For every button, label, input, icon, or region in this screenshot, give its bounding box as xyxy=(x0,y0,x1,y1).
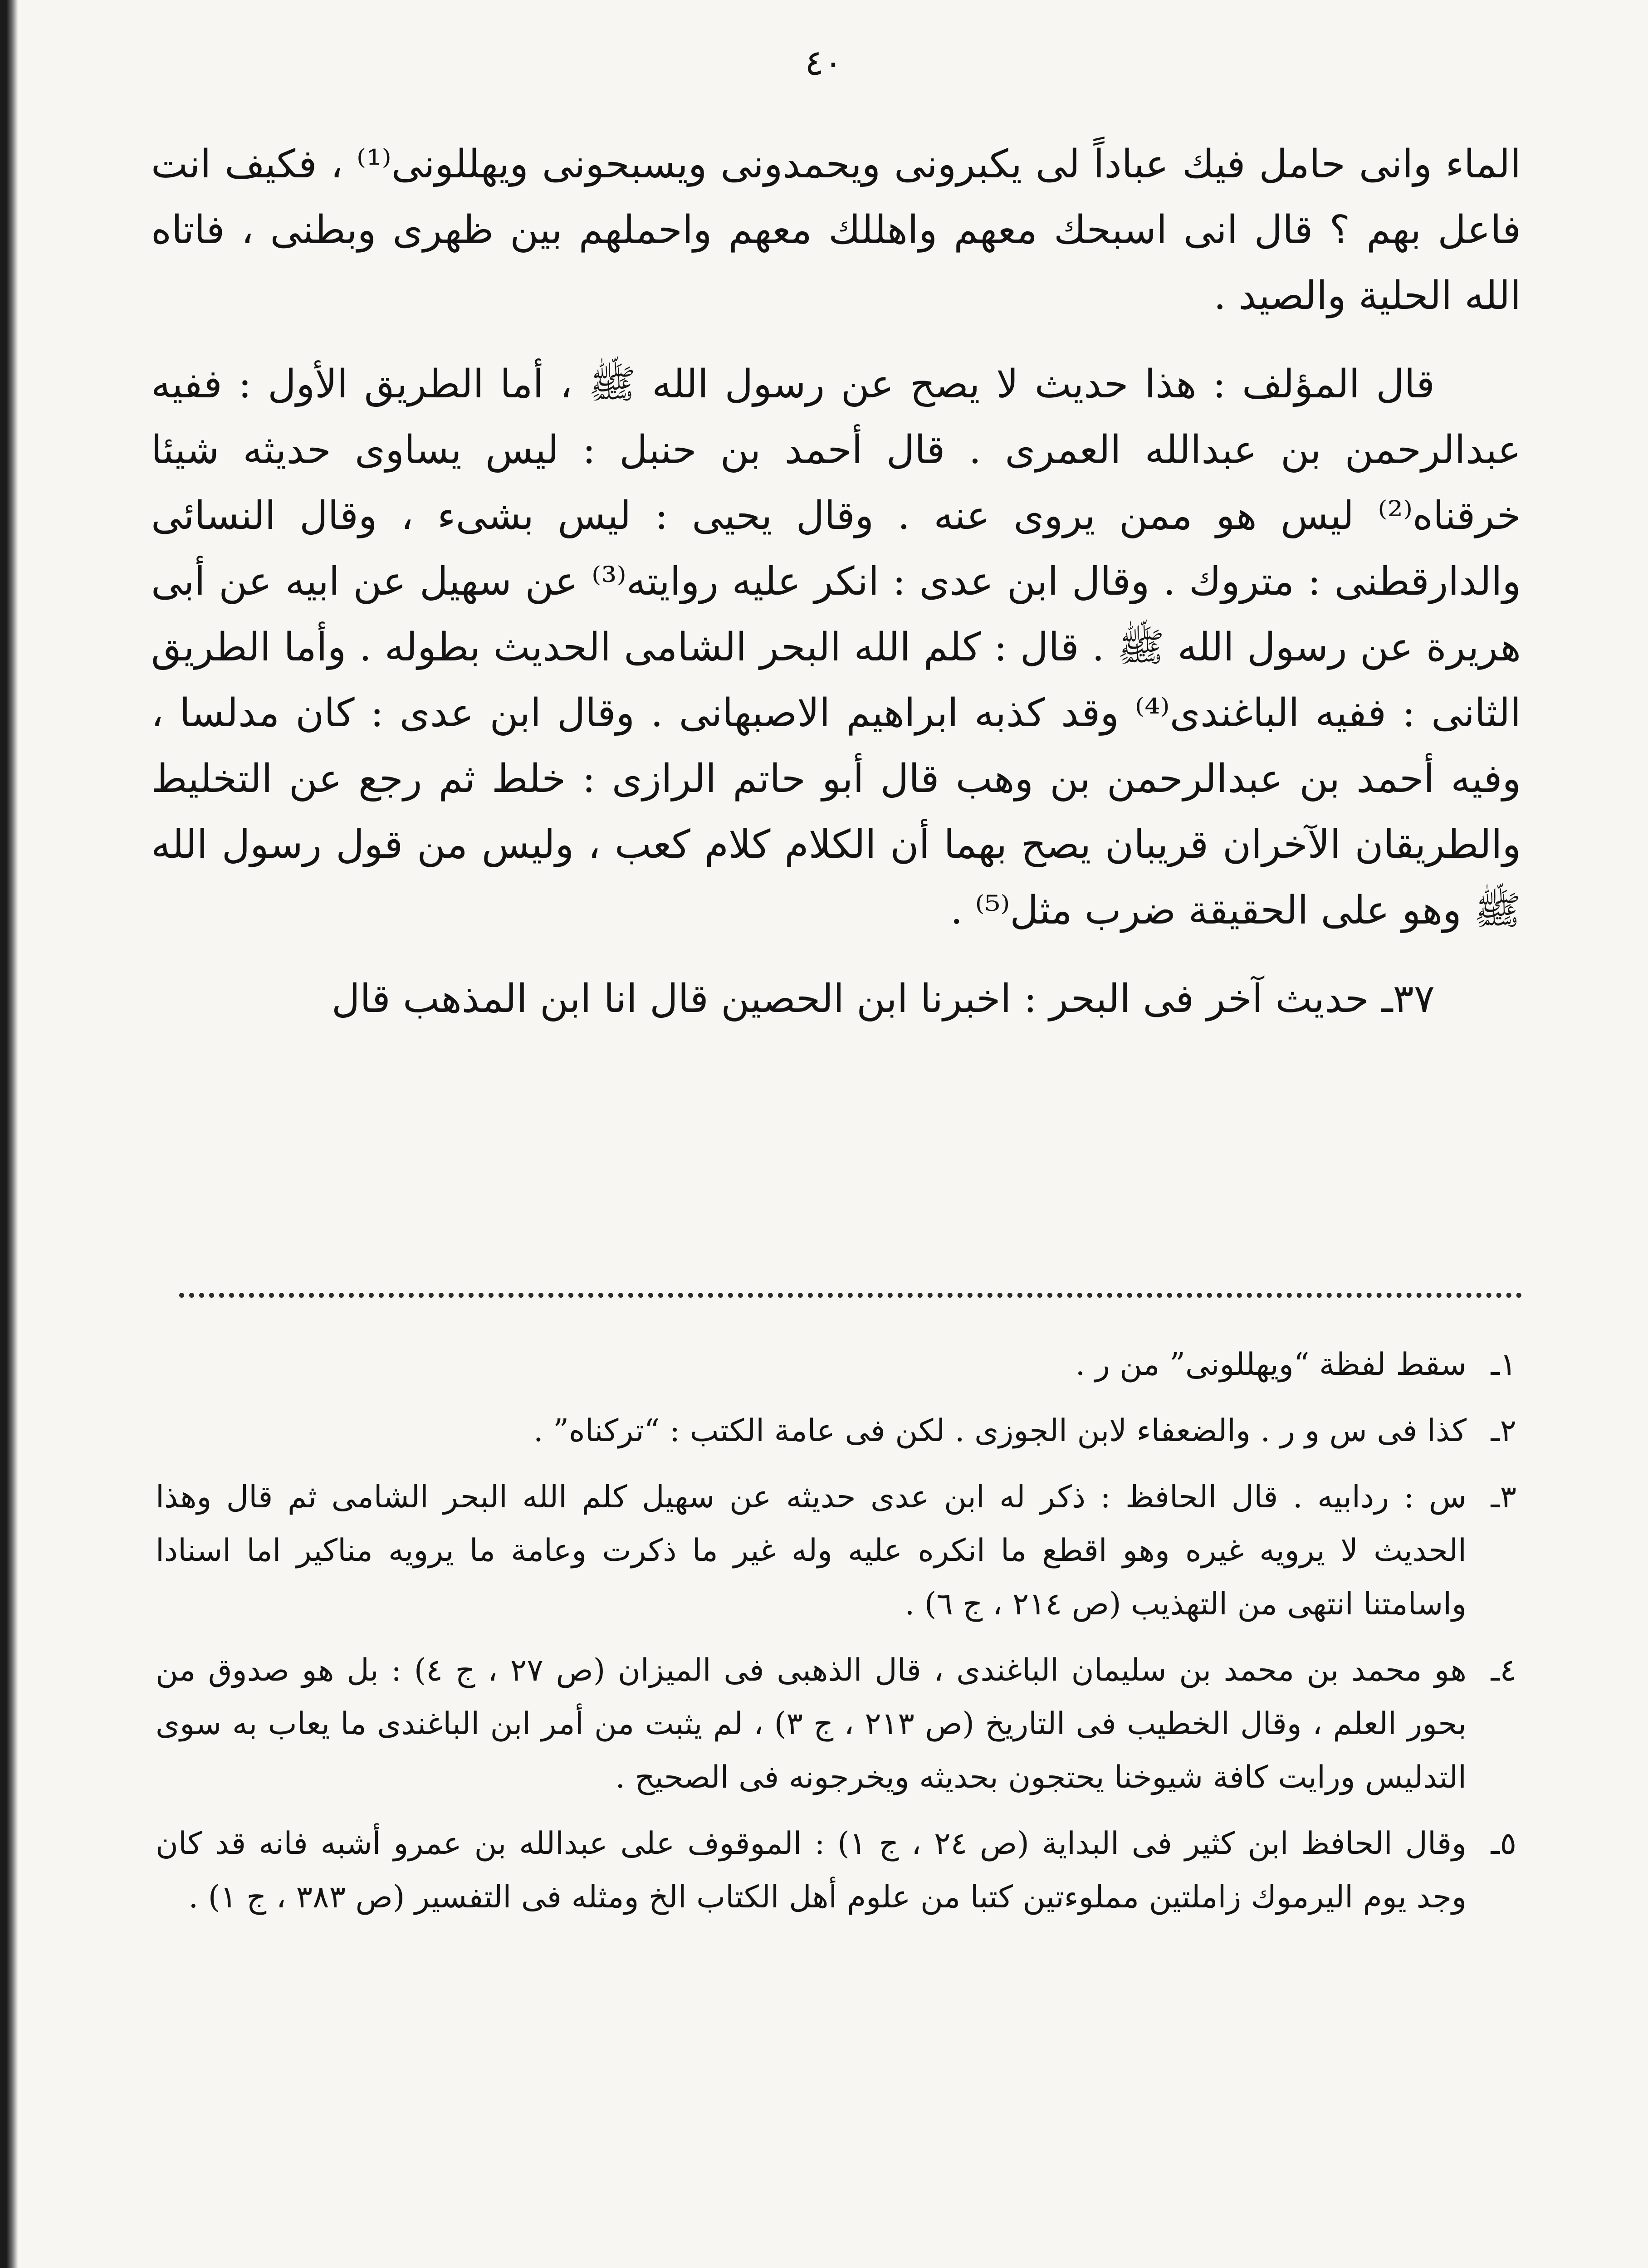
footnote-text: كذا فى س و ر . والضعفاء لابن الجوزى . لكن فى عامة الكتب : “تركناه” . xyxy=(533,1413,1467,1449)
body-paragraph: ٣٧ـ حديث آخر فى البحر : اخبرنا ابن الحصين قال انا ابن المذهب قال xyxy=(331,976,1435,1022)
footnote-text: هو محمد بن محمد بن سليمان الباغندى ، قال الذهبى فى الميزان (ص ٢٧ ، ج ٤) : بل هو صدوق من بحور العلم ، وقال الخطيب فى التاريخ (ص ٢١٣ ، ج ٣) ، لم يثبت من أمر ابن الباغندى ما يعاب به سوى التدليس ورايت كافة شيوخنا يحتجون بحديثه ويخرجونه فى الصحيح . xyxy=(156,1652,1467,1795)
body-paragraph: قال المؤلف : هذا حديث لا يصح عن رسول الله ﷺ ، أما الطريق الأول : ففيه عبدالرحمن بن عبدالله العمرى . قال أحمد بن حنبل : ليس يساوى حديثه شيئا خرقناه⁽²⁾ ليس هو ممن يروى عنه . وقال يحيى : ليس بشىء ، وقال النسائى والدارقطنى : متروك . وقال ابن عدى : انكر عليه روايته⁽³⁾ عن سهيل عن ابيه عن أبى هريرة عن رسول الله ﷺ . قال : كلم الله البحر الشامى الحديث بطوله . وأما الطريق الثانى : ففيه الباغندى⁽⁴⁾ وقد كذبه ابراهيم الاصبهانى . وقال ابن عدى : كان مدلسا ، وفيه أحمد بن عبدالرحمن بن وهب قال أبو حاتم الرازى : خلط ثم رجع عن التخليط والطريقان الآخران قريبان يصح بهما أن الكلام كلام كعب ، وليس من قول رسول الله ﷺ وهو على الحقيقة ضرب مثل⁽⁵⁾ . xyxy=(151,362,1521,933)
footnote-separator xyxy=(179,1293,1522,1298)
footnote-number: ٤ـ xyxy=(1491,1652,1516,1688)
footnote-text: وقال الحافظ ابن كثير فى البداية (ص ٢٤ ، ج ١) : الموقوف على عبدالله بن عمرو أشبه فانه قد كان وجد يوم اليرموك زاملتين مملوءتين كتبا من علوم أهل الكتاب الخ ومثله فى التفسير (ص ٣٨٣ ، ج ١) . xyxy=(156,1826,1467,1915)
footnote-number: ٣ـ xyxy=(1491,1479,1516,1515)
footnote-text: سقط لفظة “ويهللونى” من ر . xyxy=(1075,1347,1467,1383)
footnote-number: ٥ـ xyxy=(1491,1826,1516,1862)
footnotes xyxy=(156,1338,1516,1937)
page-number: ٤٠ xyxy=(805,43,843,83)
footnote xyxy=(156,1817,1516,1924)
page-binding-edge xyxy=(0,0,18,2268)
main-text xyxy=(151,132,1521,1032)
footnote xyxy=(156,1338,1516,1392)
footnote-text: س : ردابيه . قال الحافظ : ذكر له ابن عدى حديثه عن سهيل كلم الله البحر الشامى ثم قال وهذا الحديث لا يرويه غيره وهو اقطع ما انكره عليه وله غير ما ذكرت وعامة ما يرويه مناكير اما اسنادا واسامتنا انتهى من التهذيب (ص ٢١٤ ، ج ٦) . xyxy=(156,1479,1467,1622)
footnote xyxy=(156,1404,1516,1458)
footnote-number: ١ـ xyxy=(1491,1347,1516,1383)
footnote xyxy=(156,1471,1516,1631)
body-paragraph: الماء وانى حامل فيك عباداً لى يكبرونى ويحمدونى ويسبحونى ويهللونى⁽¹⁾ ، فكيف انت فاعل بهم ؟ قال انى اسبحك معهم واهللك معهم واحملهم بين ظهرى وبطنى ، فاتاه الله الحلية والصيد . xyxy=(151,142,1521,318)
footnote xyxy=(156,1644,1516,1804)
footnote-number: ٢ـ xyxy=(1491,1413,1516,1449)
